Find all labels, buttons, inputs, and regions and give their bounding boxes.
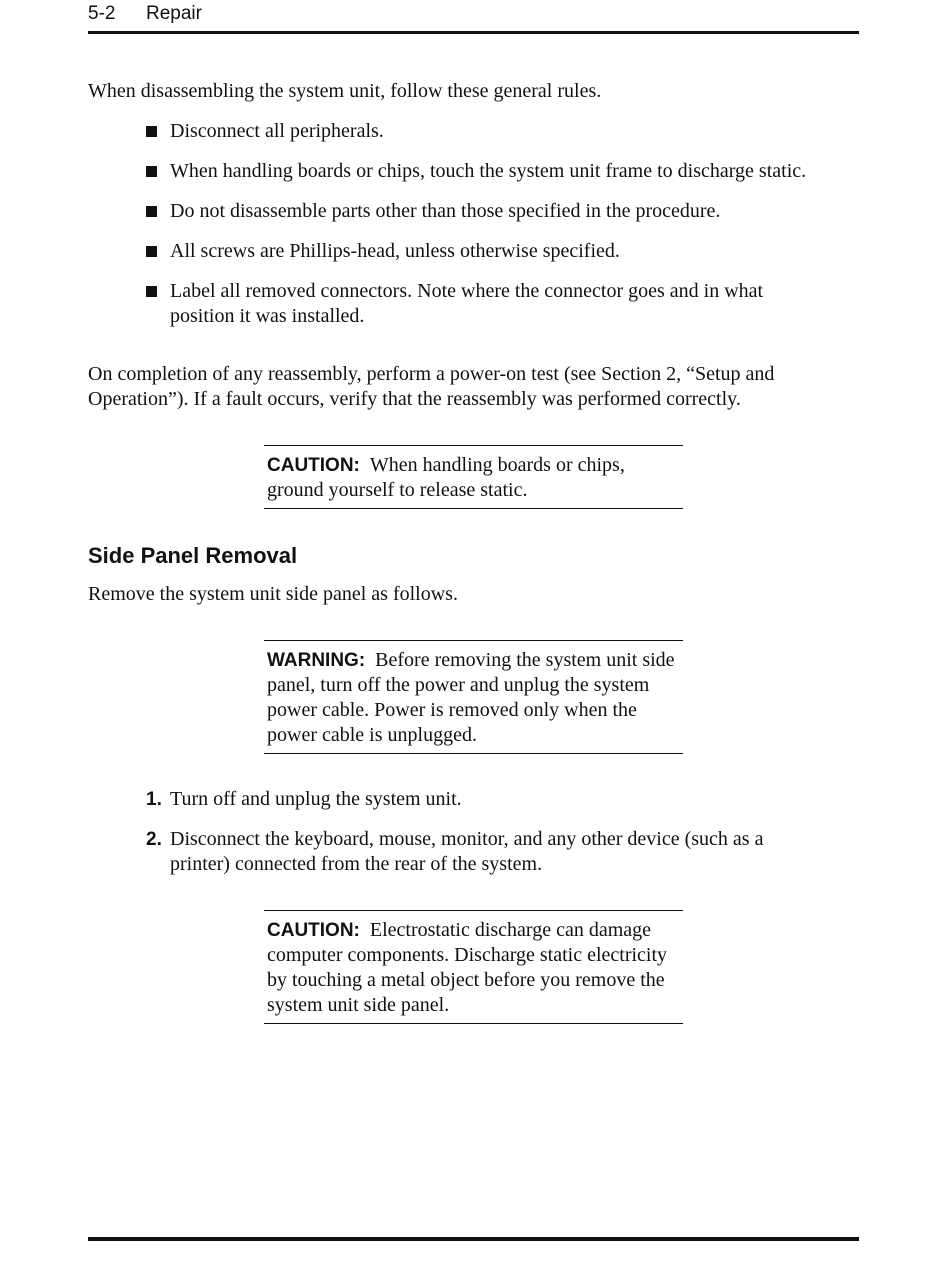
rule-item: [146, 279, 826, 329]
bullet-square-icon: [146, 286, 157, 297]
bullet-square-icon: [146, 246, 157, 257]
bullet-square-icon: [146, 206, 157, 217]
step-text: Disconnect the keyboard, mouse, monitor, and any other device (such as a printer) connected from the rear of the system.: [170, 828, 764, 875]
caution-box: [264, 910, 683, 1024]
rule-item: [146, 119, 846, 144]
caution-box: [264, 445, 683, 509]
rule-text: All screws are Phillips-head, unless otherwise specified.: [170, 240, 620, 262]
header-rule: [88, 31, 859, 34]
step-text: Turn off and unplug the system unit.: [170, 788, 462, 810]
caution-text: Electrostatic discharge can damage computer components. Discharge static electricity by touching a metal object before you remove the system unit side panel.: [267, 919, 668, 1016]
rule-text: Label all removed connectors. Note where the connector goes and in what position it was installed.: [170, 280, 764, 327]
page-number: 5-2: [88, 3, 116, 24]
step-number: 2.: [146, 829, 162, 850]
caution-text: When handling boards or chips, ground yourself to release static.: [267, 454, 625, 501]
rule-text: Disconnect all peripherals.: [170, 120, 384, 142]
step-item: [146, 787, 846, 812]
intro-paragraph: When disassembling the system unit, follow these general rules.: [88, 80, 602, 102]
rule-item: [146, 239, 846, 264]
section-intro: Remove the system unit side panel as follows.: [88, 583, 458, 605]
rule-item: [146, 159, 866, 184]
caution-label: CAUTION:: [267, 455, 360, 476]
rule-text: Do not disassemble parts other than those specified in the procedure.: [170, 200, 721, 222]
step-number: 1.: [146, 789, 162, 810]
warning-label: WARNING:: [267, 650, 366, 671]
warning-text: Before removing the system unit side panel, turn off the power and unplug the system power cable. Power is removed only when the power cable is unplugged.: [267, 649, 675, 746]
page-header: [88, 3, 202, 25]
bullet-square-icon: [146, 126, 157, 137]
section-heading: Side Panel Removal: [88, 543, 298, 568]
rule-text: When handling boards or chips, touch the system unit frame to discharge static.: [170, 160, 807, 182]
completion-paragraph: On completion of any reassembly, perform a power-on test (see Section 2, “Setup and Operation”). If a fault occurs, verify that the reassembly was performed correctly.: [88, 363, 775, 410]
warning-box: [264, 640, 683, 754]
rule-item: [146, 199, 846, 224]
step-item: [146, 827, 826, 877]
caution-label: CAUTION:: [267, 920, 360, 941]
footer-rule: [88, 1237, 859, 1241]
section-name: Repair: [146, 3, 202, 24]
bullet-square-icon: [146, 166, 157, 177]
